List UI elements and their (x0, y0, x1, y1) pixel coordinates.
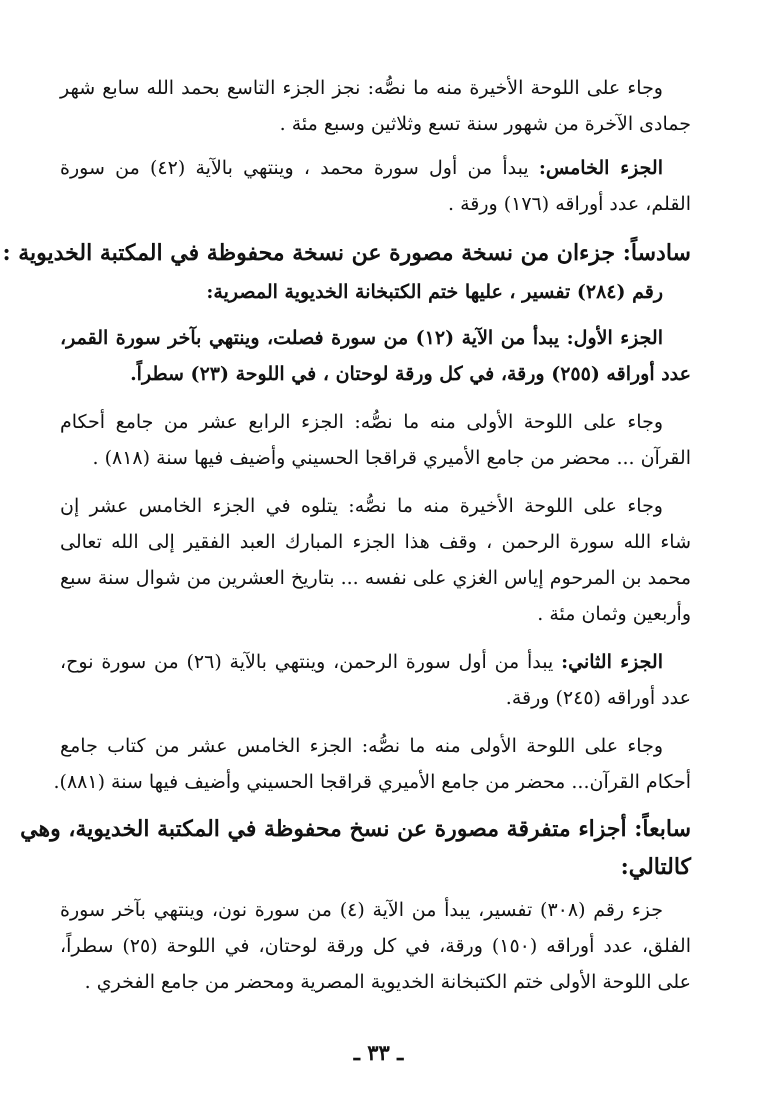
section-heading (20, 810, 691, 886)
text-line: رقم (٢٨٤) تفسير ، عليها ختم الكتبخانة الخديوية المصرية: (206, 281, 663, 303)
text-line: عدد أوراقه (٢٥٥) ورقة، في كل ورقة لوحتان ، في اللوحة (٢٣) سطراً. (130, 363, 691, 385)
paragraph (60, 404, 691, 476)
paragraph (60, 320, 691, 392)
text-line: الفلق، عدد أوراقه (١٥٠) ورقة، في كل ورقة لوحتان، في اللوحة (٢٥) سطراً، (60, 935, 691, 957)
text-line: على اللوحة الأولى ختم الكتبخانة الخديوية المصرية ومحضر من جامع الفخري . (84, 971, 691, 993)
text-line: سابعاً: أجزاء متفرقة مصورة عن نسخ محفوظة في المكتبة الخديوية، وهي (20, 816, 691, 842)
section-label: الجزء الأول: (566, 327, 663, 349)
text-line: الجزء الأول: يبدأ من الآية (١٢) من سورة فصلت، وينتهي بآخر سورة القمر، (60, 327, 663, 349)
paragraph (60, 892, 691, 1000)
section-label: الجزء الثاني: (561, 651, 663, 673)
paragraph (60, 488, 691, 632)
text-line: شاء الله سورة الرحمن ، وقف هذا الجزء المبارك العبد الفقير إلى الله تعالى (60, 531, 691, 553)
text-line: أحكام القرآن... محضر من جامع الأميري قراقجا الحسيني وأضيف فيها سنة (٨٨١). (53, 771, 691, 793)
text-line: وأربعين وثمان مئة . (537, 603, 691, 625)
text-line: الجزء الخامس: يبدأ من أول سورة محمد ، وينتهي بالآية (٤٢) من سورة (60, 157, 663, 179)
text-line: جمادى الآخرة من شهور سنة تسع وثلاثين وسبع مئة . (279, 113, 691, 135)
text-line: جزء رقم (٣٠٨) تفسير، يبدأ من الآية (٤) من سورة نون، وينتهي بآخر سورة (60, 899, 663, 921)
text-line: سادساً: جزءان من نسخة مصورة عن نسخة محفوظة في المكتبة الخديوية : (2, 240, 691, 266)
paragraph (60, 150, 691, 222)
text-line: وجاء على اللوحة الأولى منه ما نصُّه: الجزء الرابع عشر من جامع أحكام (60, 411, 663, 433)
paragraph (60, 644, 691, 716)
text-line: الجزء الثاني: يبدأ من أول سورة الرحمن، وينتهي بالآية (٢٦) من سورة نوح، (60, 651, 663, 673)
text-line: وجاء على اللوحة الأولى منه ما نصُّه: الجزء الخامس عشر من كتاب جامع (60, 735, 663, 757)
text-line: كالتالي: (620, 854, 691, 880)
text-line: محمد بن المرحوم إياس الغزي على نفسه ... بتاريخ العشرين من شوال سنة سبع (60, 567, 691, 589)
page-number: ـ ٣٣ ـ (353, 1040, 404, 1065)
text-line: القرآن ... محضر من جامع الأميري قراقجا الحسيني وأضيف فيها سنة (٨١٨) . (92, 447, 691, 469)
paragraph (60, 70, 691, 142)
text-line: عدد أوراقه (٢٤٥) ورقة. (505, 687, 691, 709)
paragraph (60, 274, 691, 310)
paragraph (53, 728, 691, 800)
section-label: الجزء الخامس: (538, 157, 663, 179)
text-line: القلم، عدد أوراقه (١٧٦) ورقة . (447, 193, 691, 215)
section-heading (2, 234, 691, 272)
text-line: وجاء على اللوحة الأخيرة منه ما نصُّه: نجز الجزء التاسع بحمد الله سابع شهر (60, 77, 663, 99)
text-line: وجاء على اللوحة الأخيرة منه ما نصُّه: يتلوه في الجزء الخامس عشر إن (60, 495, 663, 517)
